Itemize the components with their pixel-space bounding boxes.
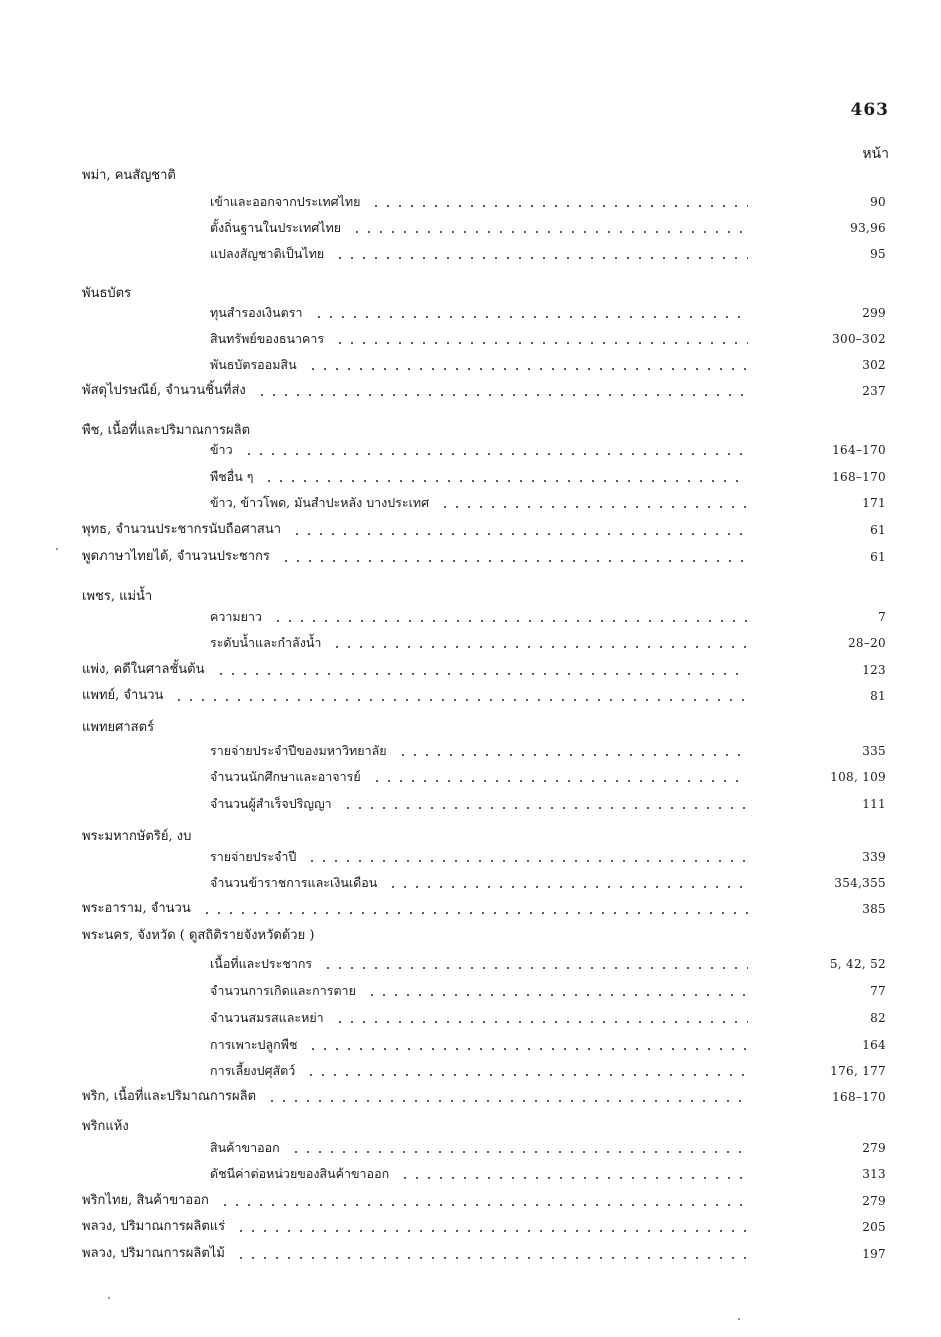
dot-leader xyxy=(290,1151,748,1153)
dot-leader xyxy=(439,506,748,508)
index-subentry xyxy=(0,492,941,514)
page-column-label: หน้า xyxy=(862,146,889,162)
index-entry xyxy=(0,826,941,848)
entry-page-ref: 171 xyxy=(862,496,886,510)
entry-label: พริก, เนื้อที่และปริมาณการผลิต xyxy=(82,1086,260,1108)
dot-leader xyxy=(219,1204,748,1206)
index-subentry xyxy=(0,354,941,376)
entry-label: ความยาว xyxy=(210,606,266,628)
entry-page-ref: 339 xyxy=(862,850,886,864)
page-number: 463 xyxy=(850,100,889,120)
dot-leader xyxy=(201,912,748,914)
index-entry xyxy=(0,546,941,568)
index-subentry xyxy=(0,766,941,788)
entry-page-ref: 176, 177 xyxy=(830,1064,886,1078)
dot-leader xyxy=(322,967,748,969)
entry-page-ref: 61 xyxy=(870,550,886,564)
entry-label: ข้าว, ข้าวโพด, มันสำปะหลัง บางประเทศ xyxy=(210,492,433,514)
index-entry xyxy=(0,1116,941,1138)
entry-label: พันธบัตรออมสิน xyxy=(210,354,301,376)
index-subentry xyxy=(0,217,941,239)
entry-label: การเลี้ยงปศุสัตว์ xyxy=(210,1060,299,1082)
index-entry xyxy=(0,380,941,402)
entry-label: พันธบัตร xyxy=(82,283,135,305)
dot-leader xyxy=(305,1074,748,1076)
index-subentry xyxy=(0,793,941,815)
entry-label: พัสดุไปรษณีย์, จำนวนชิ้นที่ส่ง xyxy=(82,380,250,402)
entry-page-ref: 28–20 xyxy=(847,636,886,650)
index-subentry xyxy=(0,302,941,324)
index-entry xyxy=(0,717,941,739)
entry-label: พูดภาษาไทยได้, จำนวนประชากร xyxy=(82,546,274,568)
index-entry xyxy=(0,1086,941,1108)
entry-page-ref: 77 xyxy=(870,984,886,998)
entry-label: แพ่ง, คดีในศาลชั้นต้น xyxy=(82,659,209,681)
index-subentry xyxy=(0,439,941,461)
index-entry xyxy=(0,898,941,920)
entry-page-ref: 168–170 xyxy=(832,470,886,484)
entry-page-ref: 313 xyxy=(862,1167,886,1181)
scan-speck xyxy=(738,1318,740,1320)
dot-leader xyxy=(331,646,748,648)
entry-label: ข้าว xyxy=(210,439,237,461)
entry-label: พืช, เนื้อที่และปริมาณการผลิต xyxy=(82,420,254,442)
entry-label: เนื้อที่และประชากร xyxy=(210,953,316,975)
dot-leader xyxy=(366,994,748,996)
dot-leader xyxy=(266,1100,748,1102)
index-entry xyxy=(0,685,941,707)
entry-label: พริกแห้ง xyxy=(82,1116,133,1138)
entry-label: จำนวนข้าราชการและเงินเดือน xyxy=(210,872,381,894)
entry-label: พลวง, ปริมาณการผลิตไม้ xyxy=(82,1243,229,1265)
entry-label: เข้าและออกจากประเทศไทย xyxy=(210,191,364,213)
entry-page-ref: 279 xyxy=(862,1141,886,1155)
index-subentry xyxy=(0,191,941,213)
entry-page-ref: 197 xyxy=(862,1247,886,1261)
dot-leader xyxy=(351,231,748,233)
dot-leader xyxy=(235,1230,748,1232)
scan-speck xyxy=(56,548,58,550)
index-subentry xyxy=(0,1163,941,1185)
dot-leader xyxy=(342,807,748,809)
entry-page-ref: 300–302 xyxy=(832,332,886,346)
entry-label: พลวง, ปริมาณการผลิตแร่ xyxy=(82,1216,229,1238)
entry-label: พริกไทย, สินค้าขาออก xyxy=(82,1190,213,1212)
entry-page-ref: 82 xyxy=(870,1011,886,1025)
entry-page-ref: 279 xyxy=(862,1194,886,1208)
dot-leader xyxy=(243,453,748,455)
entry-page-ref: 61 xyxy=(870,523,886,537)
index-subentry xyxy=(0,1007,941,1029)
dot-leader xyxy=(235,1257,748,1259)
entry-label: ระดับน้ำและกำลังน้ำ xyxy=(210,632,325,654)
entry-page-ref: 5, 42, 52 xyxy=(829,957,886,971)
index-entry xyxy=(0,586,941,608)
index-subentry xyxy=(0,1034,941,1056)
entry-label: พุทธ, จำนวนประชากรนับถือศาสนา xyxy=(82,519,285,541)
entry-label: รายจ่ายประจำปีของมหาวิทยาลัย xyxy=(210,740,391,762)
entry-label: การเพาะปลูกพืช xyxy=(210,1034,301,1056)
entry-page-ref: 81 xyxy=(870,689,886,703)
entry-page-ref: 205 xyxy=(862,1220,886,1234)
entry-label: แพทย์, จำนวน xyxy=(82,685,167,707)
index-subentry xyxy=(0,1137,941,1159)
dot-leader xyxy=(370,205,748,207)
entry-label: พม่า, คนสัญชาติ xyxy=(82,165,180,187)
entry-page-ref: 168–170 xyxy=(832,1090,886,1104)
index-entry xyxy=(0,659,941,681)
entry-page-ref: 7 xyxy=(878,610,886,624)
entry-page-ref: 299 xyxy=(862,306,886,320)
index-subentry xyxy=(0,846,941,868)
index-entry xyxy=(0,165,941,187)
entry-label: พืชอื่น ๆ xyxy=(210,466,257,488)
dot-leader xyxy=(173,699,748,701)
entry-page-ref: 108, 109 xyxy=(830,770,886,784)
entry-label: ทุนสำรองเงินตรา xyxy=(210,302,307,324)
entry-label: พระมหากษัตริย์, งบ xyxy=(82,826,195,848)
dot-leader xyxy=(313,316,748,318)
entry-page-ref: 302 xyxy=(862,358,886,372)
dot-leader xyxy=(334,342,748,344)
entry-page-ref: 90 xyxy=(870,195,886,209)
dot-leader xyxy=(306,860,748,862)
entry-page-ref: 385 xyxy=(862,902,886,916)
entry-page-ref: 237 xyxy=(862,384,886,398)
entry-page-ref: 95 xyxy=(870,247,886,261)
index-subentry xyxy=(0,243,941,265)
dot-leader xyxy=(334,257,748,259)
entry-label: แพทยศาสตร์ xyxy=(82,717,158,739)
dot-leader xyxy=(307,1048,748,1050)
entry-label: ดัชนีค่าต่อหน่วยของสินค้าขาออก xyxy=(210,1163,393,1185)
dot-leader xyxy=(334,1021,748,1023)
index-subentry xyxy=(0,953,941,975)
entry-page-ref: 93,96 xyxy=(850,221,886,235)
index-subentry xyxy=(0,980,941,1002)
entry-label: เพชร, แม่น้ำ xyxy=(82,586,156,608)
entry-label: จำนวนการเกิดและการตาย xyxy=(210,980,360,1002)
entry-page-ref: 123 xyxy=(862,663,886,677)
entry-label: จำนวนผู้สำเร็จปริญญา xyxy=(210,793,336,815)
index-subentry xyxy=(0,328,941,350)
dot-leader xyxy=(291,533,748,535)
entry-label: พระนคร, จังหวัด ( ดูสถิติรายจังหวัดด้วย ) xyxy=(82,925,318,947)
index-subentry xyxy=(0,606,941,628)
index-subentry xyxy=(0,1060,941,1082)
entry-label: สินทรัพย์ของธนาคาร xyxy=(210,328,328,350)
dot-leader xyxy=(272,620,748,622)
index-subentry xyxy=(0,872,941,894)
dot-leader xyxy=(371,780,748,782)
scan-speck xyxy=(108,1297,110,1299)
entry-page-ref: 164–170 xyxy=(832,443,886,457)
dot-leader xyxy=(215,673,748,675)
entry-label: รายจ่ายประจำปี xyxy=(210,846,300,868)
index-subentry xyxy=(0,466,941,488)
dot-leader xyxy=(397,754,748,756)
dot-leader xyxy=(307,368,748,370)
entry-label: สินค้าขาออก xyxy=(210,1137,284,1159)
index-subentry xyxy=(0,632,941,654)
entry-label: ตั้งถิ่นฐานในประเทศไทย xyxy=(210,217,345,239)
dot-leader xyxy=(280,560,748,562)
dot-leader xyxy=(387,886,748,888)
entry-page-ref: 335 xyxy=(862,744,886,758)
entry-label: จำนวนสมรสและหย่า xyxy=(210,1007,328,1029)
entry-label: พระอาราม, จำนวน xyxy=(82,898,195,920)
index-subentry xyxy=(0,740,941,762)
dot-leader xyxy=(263,480,748,482)
index-entry xyxy=(0,519,941,541)
entry-page-ref: 111 xyxy=(862,797,886,811)
index-entry xyxy=(0,1216,941,1238)
entry-page-ref: 354,355 xyxy=(834,876,886,890)
dot-leader xyxy=(256,394,748,396)
index-entry xyxy=(0,1243,941,1265)
entry-label: จำนวนนักศึกษาและอาจารย์ xyxy=(210,766,365,788)
index-entry xyxy=(0,1190,941,1212)
index-entry xyxy=(0,925,941,947)
dot-leader xyxy=(399,1177,748,1179)
entry-label: แปลงสัญชาติเป็นไทย xyxy=(210,243,328,265)
entry-page-ref: 164 xyxy=(862,1038,886,1052)
